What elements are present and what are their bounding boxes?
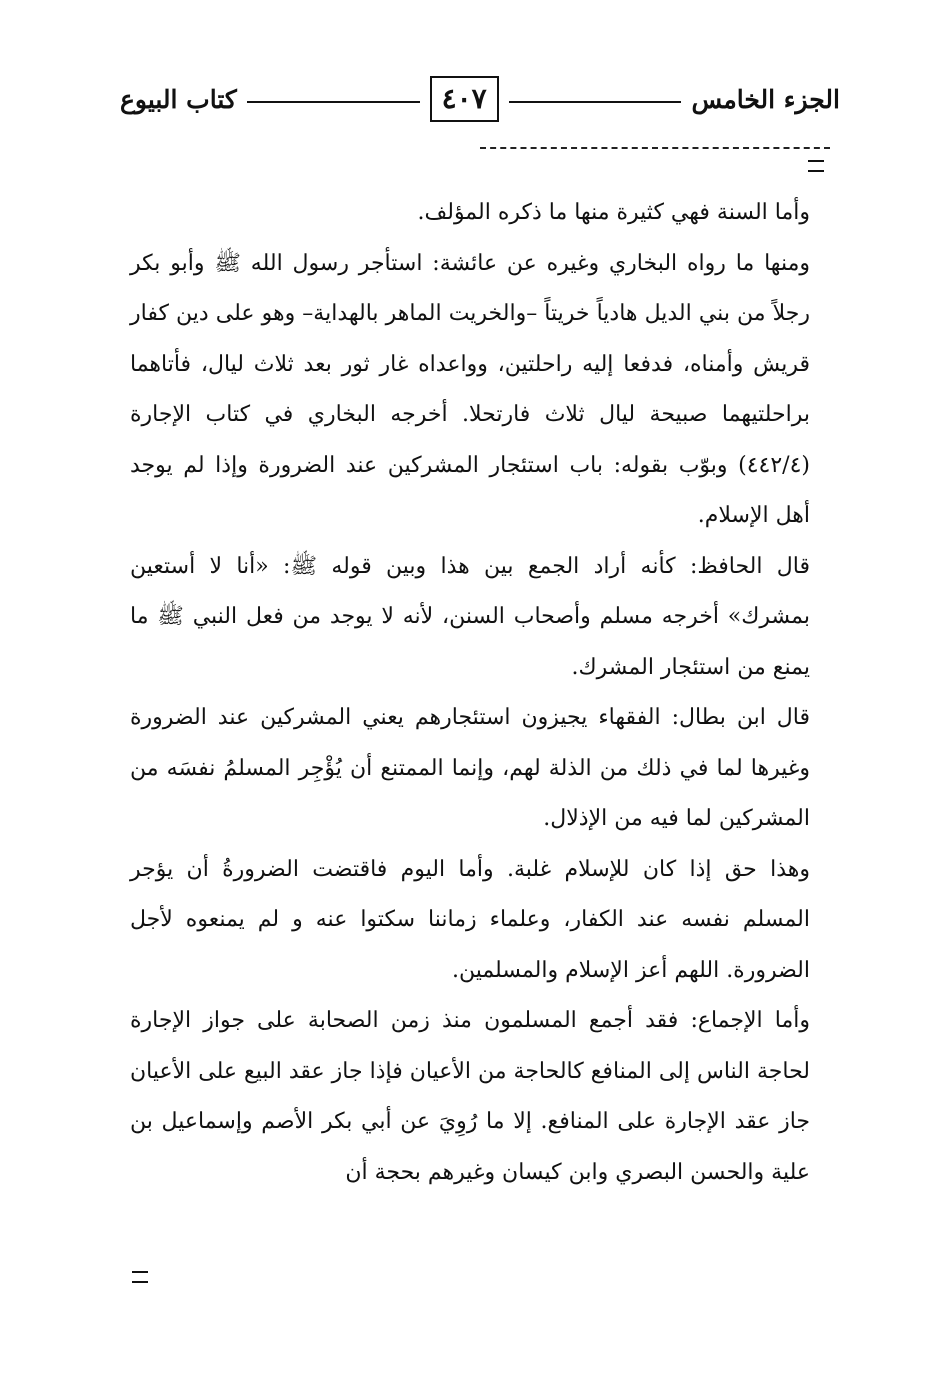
header-dashed-divider [480, 147, 830, 149]
running-header [120, 74, 840, 124]
part-label: الجزء الخامس [691, 84, 840, 114]
page-body [130, 188, 810, 1198]
book-label: كتاب البيوع [120, 84, 237, 114]
paragraph-ijma: وأما الإجماع: فقد أجمع المسلمون منذ زمن الصحابة على جواز الإجارة لحاجة الناس إلى المنافع كالحاجة من الأعيان فإذا جاز عقد البيع على الأعيان جاز عقد الإجارة على المنافع. إلا ما رُوِيَ عن أبي بكر الأصم وإسماعيل بن علية والحسن البصري وابن كيسان وغيرهم بحجة أن [130, 1008, 810, 1185]
paragraph-ibn-battal: قال ابن بطال: الفقهاء يجيزون استئجارهم يعني المشركين عند الضرورة وغيرها لما في ذلك من الذلة لهم، وإنما الممتنع أن يُؤْجِر المسلمُ نفسَه من المشركين لما فيه من الإذلال. [130, 705, 810, 831]
page-number-box: ٤٠٧ [430, 76, 499, 122]
paragraph-sunnah-intro: وأما السنة فهي كثيرة منها ما ذكره المؤلف. [417, 200, 810, 225]
header-rule-left [247, 101, 420, 103]
continuation-mark-top [808, 160, 824, 172]
continuation-mark-bottom [132, 1271, 148, 1283]
paragraph-bukhari-hadith: ومنها ما رواه البخاري وغيره عن عائشة: استأجر رسول الله ﷺ وأبو بكر رجلاً من بني الديل هادياً خريتاً –والخريت الماهر بالهداية– وهو على دين كفار قريش وأمناه، فدفعا إليه راحلتين، وواعداه غار ثور بعد ثلاث ليال، فأتاهما براحلتيهما صبيحة ليال ثلاث فارتحلا. أخرجه البخاري في كتاب الإجارة (٤٤٢/٤) وبوّب بقوله: باب استئجار المشركين عند الضرورة وإذا لم يوجد أهل الإسلام. [130, 250, 810, 528]
header-rule-right [509, 101, 682, 103]
paragraph-hafiz-comment: قال الحافظ: كأنه أراد الجمع بين هذا وبين قوله ﷺ: «أنا لا أستعين بمشرك» أخرجه مسلم وأصحاب السنن، لأنه لا يوجد من فعل النبي ﷺ ما يمنع من استئجار المشرك. [130, 553, 810, 680]
paragraph-author-note: وهذا حق إذا كان للإسلام غلبة. وأما اليوم فاقتضت الضرورةُ أن يؤجر المسلم نفسه عند الكفار، وعلماء زماننا سكتوا عنه و لم يمنعوه لأجل الضرورة. اللهم أعز الإسلام والمسلمين. [130, 856, 810, 983]
